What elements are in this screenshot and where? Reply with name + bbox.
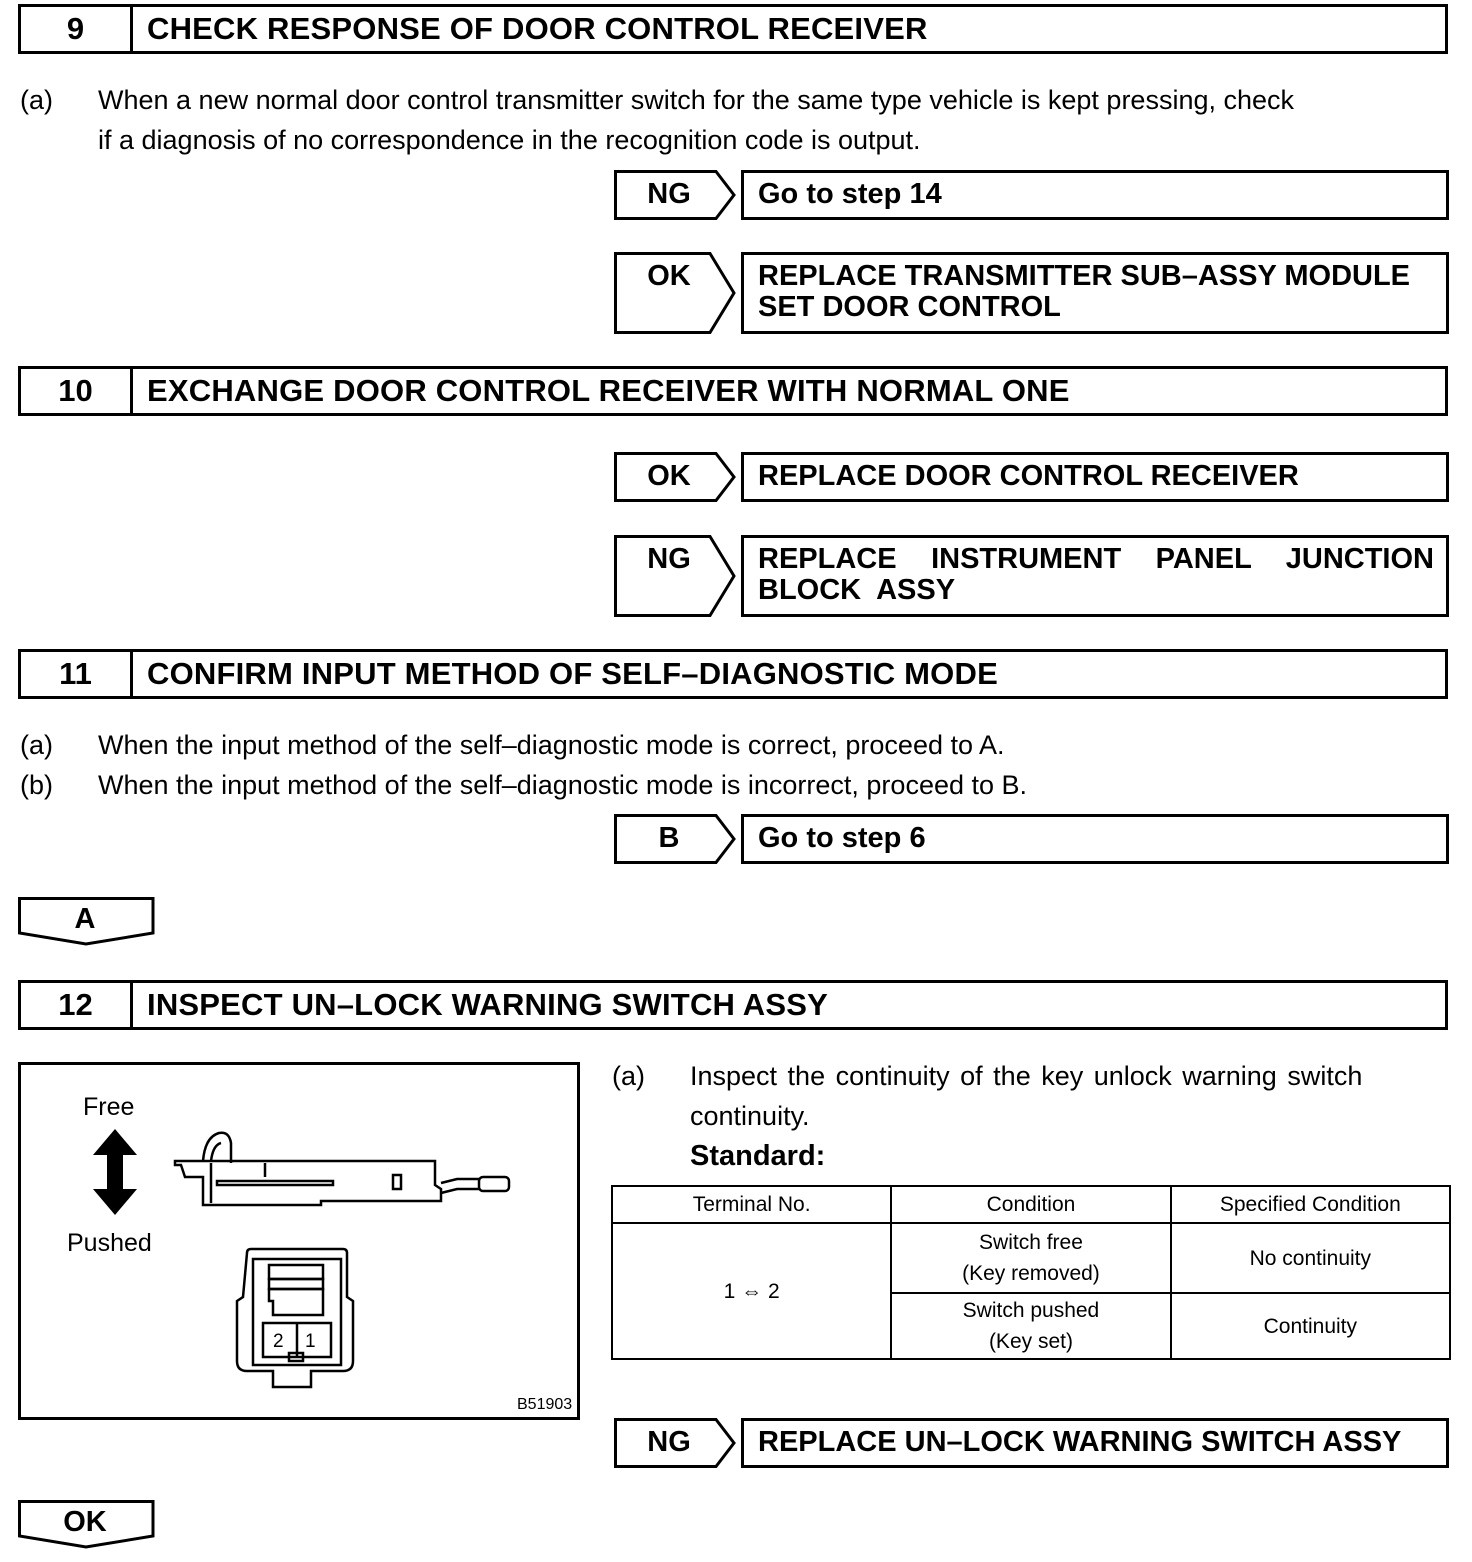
- step-title: CHECK RESPONSE OF DOOR CONTROL RECEIVER: [147, 11, 928, 46]
- step-title: INSPECT UN–LOCK WARNING SWITCH ASSY: [147, 987, 828, 1022]
- item-label: (b): [20, 770, 53, 800]
- item-text-line1: Inspect the continuity of the key unlock warning switch: [690, 1061, 1363, 1091]
- condition-line2: (Key removed): [962, 1262, 1100, 1285]
- item-label: (a): [20, 730, 53, 760]
- result-action-box: [741, 452, 1449, 502]
- result-action-text: Go to step 14: [758, 178, 942, 210]
- result-action-box: [741, 1418, 1449, 1468]
- step-number: 11: [21, 652, 133, 696]
- continue-tag-label: A: [74, 903, 96, 935]
- terminal-cell: 1 ⇔ 2: [612, 1223, 891, 1359]
- result-tag-label: B: [658, 822, 680, 854]
- result-tag-ng: [614, 1418, 738, 1468]
- header-specified: Specified Condition: [1171, 1186, 1450, 1223]
- result-action-text: Go to step 6: [758, 822, 926, 854]
- step-12-instruction-a: [612, 1056, 1452, 1136]
- step-number: 10: [21, 369, 133, 413]
- switch-body-icon: [175, 1133, 509, 1205]
- step-12-header: [18, 980, 1448, 1030]
- result-tag-ng: [614, 170, 738, 220]
- result-action-box: [741, 170, 1449, 220]
- standard-table: [611, 1185, 1451, 1360]
- step-10-header: [18, 366, 1448, 416]
- result-action-box: [741, 535, 1449, 617]
- condition-line1: Switch free: [979, 1231, 1083, 1254]
- item-text: When the input method of the self–diagnostic mode is correct, proceed to A.: [98, 730, 1005, 760]
- step-11-instruction-b: [20, 765, 1450, 805]
- pin-1-label: 1: [305, 1331, 316, 1352]
- result-tag-ok: [614, 452, 738, 502]
- item-text-line2: if a diagnosis of no correspondence in the recognition code is output.: [98, 125, 921, 155]
- step-title: EXCHANGE DOOR CONTROL RECEIVER WITH NORMAL ONE: [147, 373, 1070, 408]
- result-tag-label: NG: [647, 1426, 691, 1458]
- continue-tag-a: [18, 897, 156, 947]
- table-header-row: [612, 1186, 1450, 1223]
- unlock-warning-switch-drawing: [21, 1065, 577, 1417]
- condition-line2: (Key set): [988, 1330, 1073, 1353]
- pushed-label: Pushed: [67, 1229, 152, 1257]
- result-tag-label: OK: [647, 460, 691, 492]
- result-action-box: [741, 814, 1449, 864]
- spec-cell: Continuity: [1171, 1293, 1450, 1359]
- result-tag-b: [614, 814, 738, 864]
- pin-2-label: 2: [273, 1331, 284, 1352]
- continue-tag-ok: [18, 1500, 156, 1550]
- step-number: 9: [21, 7, 133, 51]
- step-number: 12: [21, 983, 133, 1027]
- step-11-instruction-a: [20, 725, 1450, 765]
- figure-code: B51903: [517, 1396, 573, 1413]
- connector-icon: [237, 1249, 353, 1387]
- step-9-header: [18, 4, 1448, 54]
- header-condition: Condition: [891, 1186, 1170, 1223]
- result-tag-label: OK: [647, 260, 691, 292]
- condition-cell: [891, 1293, 1170, 1359]
- step-9-instruction-a: [20, 80, 1452, 160]
- continue-tag-label: OK: [63, 1506, 107, 1538]
- header-terminal: Terminal No.: [612, 1186, 891, 1223]
- result-tag-ng: [614, 535, 738, 617]
- result-action-box: [741, 252, 1449, 334]
- step-title: CONFIRM INPUT METHOD OF SELF–DIAGNOSTIC MODE: [147, 656, 998, 691]
- free-pushed-double-arrow-icon: [93, 1129, 137, 1215]
- item-text-line1: When a new normal door control transmitter switch for the same type vehicle is kept pressing, check: [98, 85, 1295, 115]
- standard-label: Standard:: [690, 1140, 826, 1172]
- item-label: (a): [20, 85, 53, 115]
- result-action-text: REPLACE UN–LOCK WARNING SWITCH ASSY: [758, 1426, 1402, 1458]
- item-text: When the input method of the self–diagnostic mode is incorrect, proceed to B.: [98, 770, 1028, 800]
- result-action-text: REPLACE DOOR CONTROL RECEIVER: [758, 460, 1299, 492]
- result-action-text: REPLACE INSTRUMENT PANEL JUNCTION BLOCK ASSY: [758, 543, 1434, 606]
- item-text-line2: continuity.: [690, 1101, 810, 1131]
- condition-line1: Switch pushed: [962, 1299, 1100, 1322]
- result-tag-label: NG: [647, 178, 691, 210]
- switch-illustration: [18, 1062, 580, 1420]
- item-label: (a): [612, 1061, 645, 1091]
- result-tag-ok: [614, 252, 738, 334]
- result-tag-label: NG: [647, 543, 691, 575]
- spec-cell: No continuity: [1171, 1223, 1450, 1293]
- condition-cell: [891, 1223, 1170, 1293]
- step-11-header: [18, 649, 1448, 699]
- free-label: Free: [83, 1093, 135, 1121]
- result-action-text: REPLACE TRANSMITTER SUB–ASSY MODULE SET DOOR CONTROL: [758, 260, 1411, 323]
- table-row: [612, 1223, 1450, 1293]
